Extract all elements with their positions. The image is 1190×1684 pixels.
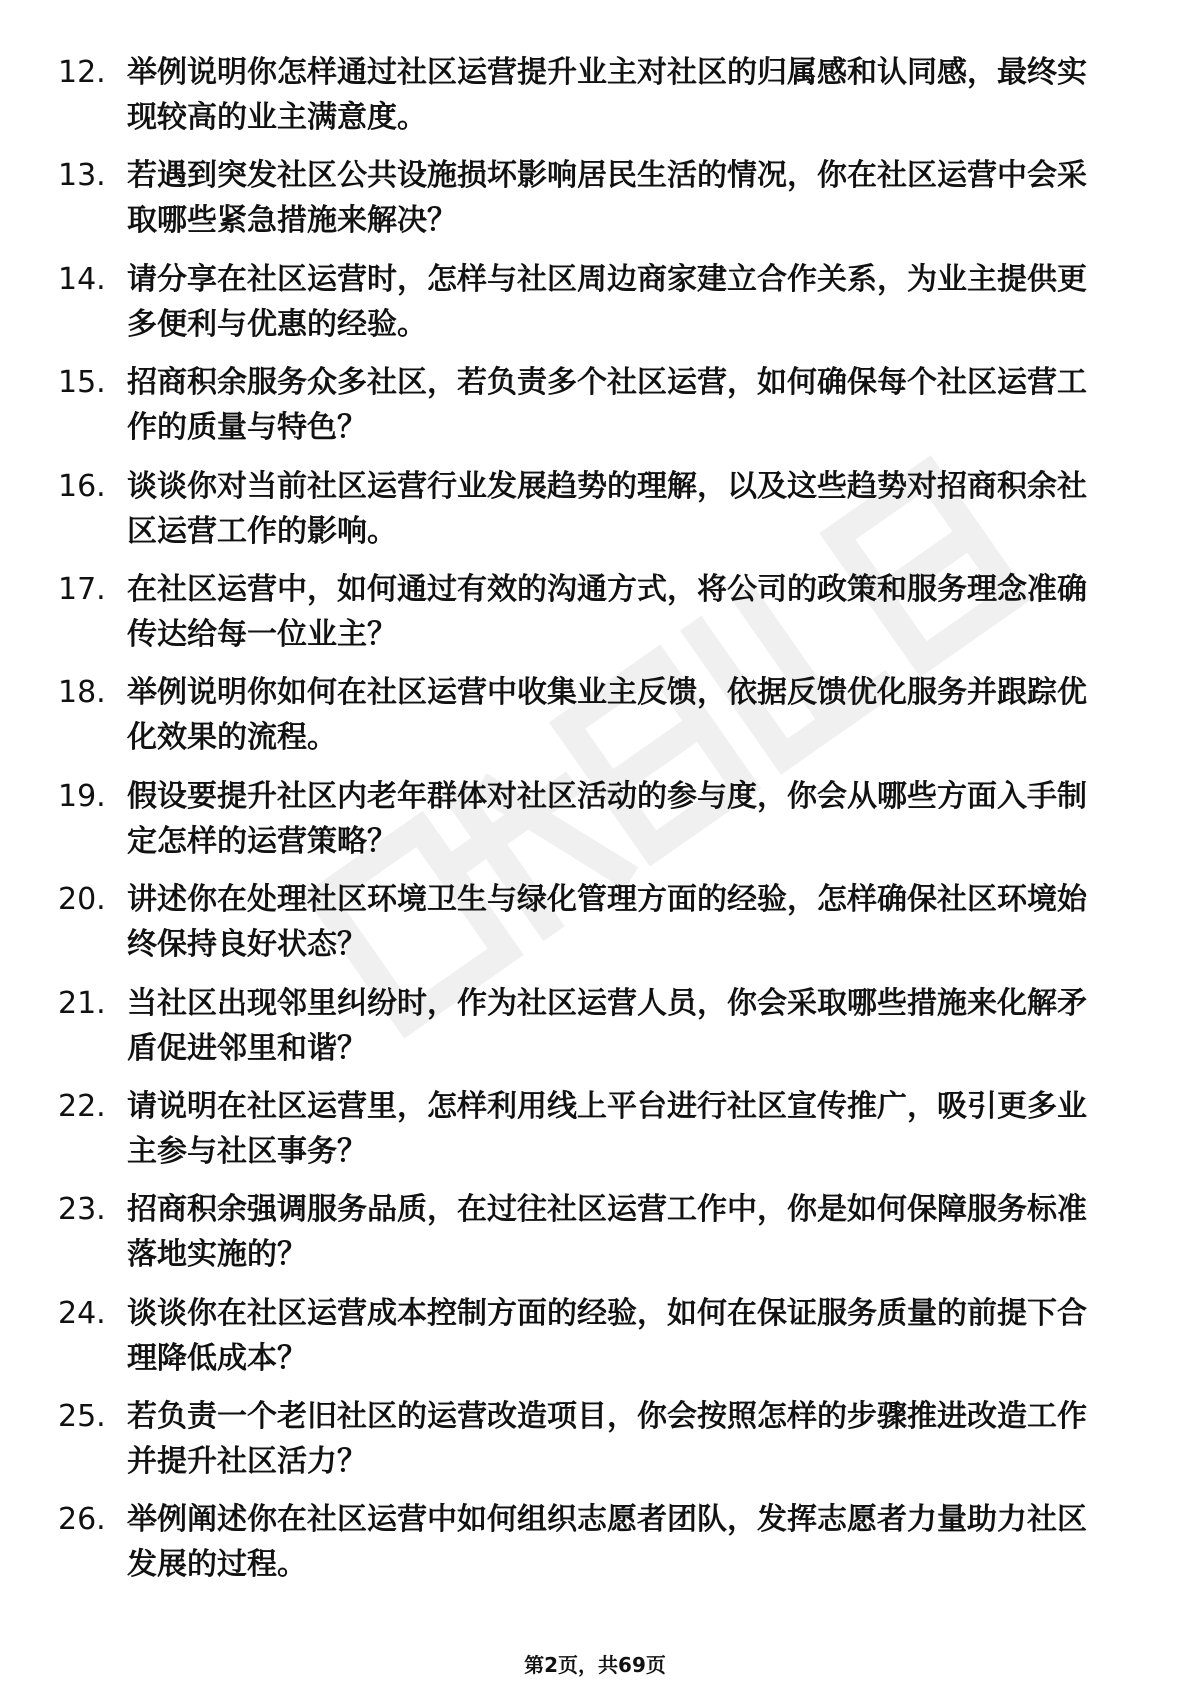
question-item xyxy=(0,1187,1190,1290)
question-text: 请分享在社区运营时，怎样与社区周边商家建立合作关系，为业主提供更多便利与优惠的经验。 xyxy=(127,261,1087,342)
question-item xyxy=(0,1497,1190,1600)
question-text: 若遇到突发社区公共设施损坏影响居民生活的情况，你在社区运营中会采取哪些紧急措施来解决？ xyxy=(127,158,1087,239)
question-item xyxy=(0,153,1190,256)
question-text: 假设要提升社区内老年群体对社区活动的参与度，你会从哪些方面入手制定怎样的运营策略？ xyxy=(127,778,1087,859)
question-text: 若负责一个老旧社区的运营改造项目，你会按照怎样的步骤推进改造工作并提升社区活力？ xyxy=(127,1399,1087,1480)
question-number: 19. xyxy=(58,778,106,814)
question-number: 16. xyxy=(58,468,106,504)
question-item xyxy=(0,774,1190,877)
question-item xyxy=(0,50,1190,153)
question-list xyxy=(0,50,1190,1601)
question-number: 12. xyxy=(58,55,106,90)
question-item xyxy=(0,1394,1190,1497)
question-number: 21. xyxy=(58,985,106,1021)
question-number: 18. xyxy=(58,675,106,711)
question-number: 15. xyxy=(58,365,106,401)
question-text: 招商积余服务众多社区，若负责多个社区运营，如何确保每个社区运营工作的质量与特色？ xyxy=(127,365,1087,446)
question-number: 25. xyxy=(58,1399,106,1435)
question-text: 谈谈你对当前社区运营行业发展趋势的理解，以及这些趋势对招商积余社区运营工作的影响。 xyxy=(127,468,1087,549)
question-text: 举例说明你怎样通过社区运营提升业主对社区的归属感和认同感，最终实现较高的业主满意度。 xyxy=(127,55,1087,135)
question-item xyxy=(0,670,1190,773)
question-text: 举例说明你如何在社区运营中收集业主反馈，依据反馈优化服务并跟踪优化效果的流程。 xyxy=(127,675,1087,756)
question-text: 当社区出现邻里纠纷时，作为社区运营人员，你会采取哪些措施来化解矛盾促进邻里和谐？ xyxy=(127,985,1087,1066)
question-item xyxy=(0,981,1190,1084)
question-item xyxy=(0,257,1190,360)
question-item xyxy=(0,567,1190,670)
page-footer: 第2页，共69页 xyxy=(524,1653,666,1677)
question-text: 谈谈你在社区运营成本控制方面的经验，如何在保证服务质量的前提下合理降低成本？ xyxy=(127,1295,1087,1376)
question-number: 20. xyxy=(58,882,106,918)
question-number: 13. xyxy=(58,158,106,194)
question-number: 24. xyxy=(58,1295,106,1331)
question-item xyxy=(0,877,1190,980)
question-number: 22. xyxy=(58,1088,106,1124)
question-text: 讲述你在处理社区环境卫生与绿化管理方面的经验，怎样确保社区环境始终保持良好状态？ xyxy=(127,882,1087,963)
question-item xyxy=(0,1291,1190,1394)
question-item xyxy=(0,360,1190,463)
question-item xyxy=(0,1084,1190,1187)
question-number: 14. xyxy=(58,261,106,297)
question-text: 请说明在社区运营里，怎样利用线上平台进行社区宣传推广，吸引更多业主参与社区事务？ xyxy=(127,1088,1087,1169)
question-text: 招商积余强调服务品质，在过往社区运营工作中，你是如何保障服务标准落地实施的？ xyxy=(127,1192,1087,1273)
question-item xyxy=(0,464,1190,567)
question-text: 在社区运营中，如何通过有效的沟通方式，将公司的政策和服务理念准确传达给每一位业主？ xyxy=(127,571,1087,652)
question-number: 23. xyxy=(58,1192,106,1228)
question-number: 26. xyxy=(58,1502,106,1538)
question-number: 17. xyxy=(58,571,106,607)
question-text: 举例阐述你在社区运营中如何组织志愿者团队，发挥志愿者力量助力社区发展的过程。 xyxy=(127,1502,1087,1583)
